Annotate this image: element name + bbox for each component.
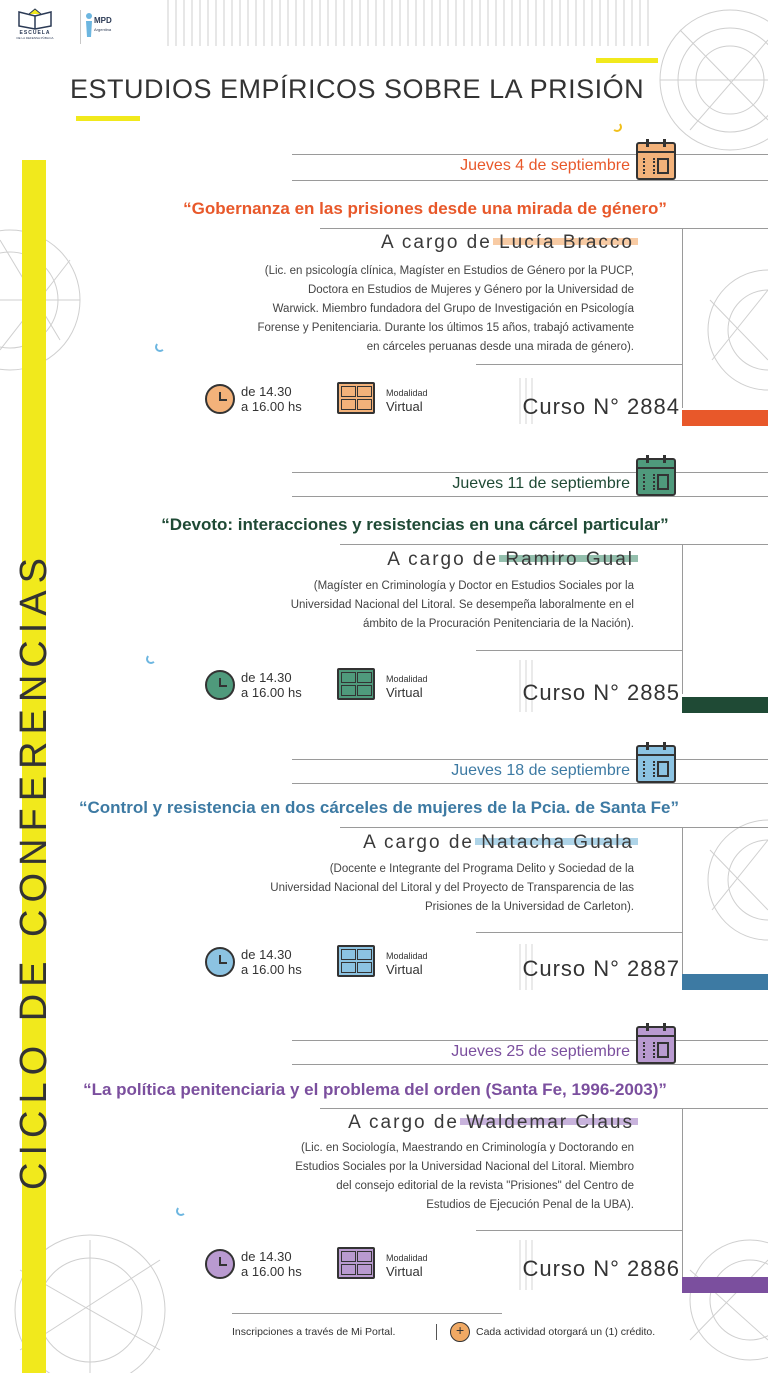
session-2-bio (120, 577, 634, 634)
session-4-title: “La política penitenciaria y el problema del orden (Santa Fe, 1996-2003)” (83, 1080, 667, 1099)
credit-note: Cada actividad otorgará un (1) crédito. (476, 1326, 656, 1338)
session-3-speaker (200, 832, 634, 854)
session-2-title: “Devoto: interacciones y resistencias en una cárcel particular” (161, 515, 669, 534)
decor-hook (612, 122, 622, 132)
session-2-course-line (476, 650, 682, 651)
session-4-clock-icon (205, 1249, 235, 1279)
session-4-time (241, 1249, 302, 1279)
bio-line: del consejo editorial de la revista "Prisiones" del Centro de (336, 1180, 634, 1192)
bio-line: Warwick. Miembro fundadora del Grupo de Investigación en Psicología (272, 303, 634, 315)
session-3-title: “Control y resistencia en dos cárceles de mujeres de la Pcia. de Santa Fe” (79, 798, 679, 817)
bio-line: Forense y Penitenciaria. Durante los últimos 15 años, trabajó activamente (257, 322, 634, 334)
session-4-course-number: Curso N° 2886 (522, 1256, 680, 1281)
session-1-time (241, 384, 302, 414)
mpd-logo-word: MPD (94, 16, 112, 25)
session-4-color-bar (682, 1277, 768, 1293)
session-1-date: Jueves 4 de septiembre (460, 157, 630, 174)
title-accent-bottom (76, 116, 140, 121)
session-3-virtual-meeting-icon (337, 945, 375, 977)
bio-line: (Lic. en psicología clínica, Magíster en Estudios de Género por la PUCP, (264, 265, 634, 277)
time-start: de 14.30 (241, 947, 292, 962)
vertical-label: CICLO DE CONFERENCIAS (13, 551, 55, 1190)
session-3-date: Jueves 18 de septiembre (451, 762, 630, 779)
session-1-date-line-bottom (292, 180, 768, 181)
bio-line: Doctora en Estudios de Mujeres y Género por la Universidad de (307, 284, 634, 296)
session-4-speaker (200, 1112, 634, 1134)
session-2-virtual-meeting-icon (337, 668, 375, 700)
bio-line: (Lic. en Sociología, Maestrando en Criminología y Doctorando en (300, 1142, 634, 1154)
session-3-clock-icon (205, 947, 235, 977)
session-1-speaker-name: Lucía Bracco (499, 232, 634, 253)
session-2-modality: Virtual (386, 685, 423, 700)
session-4-modality-label: Modalidad (386, 1253, 428, 1263)
decor-hook (176, 1206, 186, 1216)
session-4-speaker-line (320, 1108, 768, 1109)
session-4-speaker-prefix: A cargo de (348, 1112, 459, 1133)
time-end: a 16.00 hs (241, 1264, 302, 1279)
bio-line: en cárceles peruanas desde una mirada de género). (366, 341, 634, 353)
bio-line: Universidad Nacional del Litoral y del Proyecto de Transparencia de las (270, 882, 634, 894)
session-1-bio (120, 262, 634, 357)
session-3-modality-label: Modalidad (386, 951, 428, 961)
session-4-virtual-meeting-icon (337, 1247, 375, 1279)
session-2-right-rule (682, 544, 683, 694)
session-3-right-rule (682, 827, 683, 977)
session-1-modality: Virtual (386, 399, 423, 414)
session-3-speaker-line (340, 827, 768, 828)
session-2-speaker-prefix: A cargo de (387, 549, 499, 570)
mpd-figure-icon (84, 12, 94, 38)
session-1-date-line (292, 154, 768, 155)
bio-line: (Magíster en Criminología y Doctor en Estudios Sociales por la (313, 580, 634, 592)
time-end: a 16.00 hs (241, 399, 302, 414)
time-start: de 14.30 (241, 670, 292, 685)
session-4-calendar-icon (636, 1026, 676, 1064)
session-2-course-number: Curso N° 2885 (522, 680, 680, 705)
session-3-speaker-prefix: A cargo de (363, 832, 474, 853)
session-4-date: Jueves 25 de septiembre (451, 1043, 630, 1060)
logo-separator (80, 10, 81, 44)
session-3-course-line (476, 932, 682, 933)
session-3-speaker-name: Natacha Guala (481, 832, 634, 853)
bio-line: Prisiones de la Universidad de Carleton). (424, 901, 634, 913)
session-1-speaker (200, 232, 634, 254)
session-4-date-line (292, 1040, 768, 1041)
session-1-course-number: Curso N° 2884 (522, 394, 680, 419)
session-2-date: Jueves 11 de septiembre (452, 475, 630, 492)
session-4-date-line-bottom (292, 1064, 768, 1065)
school-logo (4, 8, 66, 48)
session-1-speaker-prefix: A cargo de (380, 232, 492, 253)
session-1-modality-label: Modalidad (386, 388, 428, 398)
session-3-color-bar (682, 974, 768, 990)
session-2-speaker (200, 549, 634, 571)
title-accent-top (596, 58, 658, 63)
footer-rule (232, 1313, 502, 1314)
session-2-speaker-name: Ramiro Gual (505, 549, 634, 570)
session-3-modality: Virtual (386, 962, 423, 977)
bio-line: (Docente e Integrante del Programa Delito y Sociedad de la (329, 863, 634, 875)
session-1-speaker-line (320, 228, 768, 229)
session-2-speaker-line (340, 544, 768, 545)
book-icon (15, 8, 55, 30)
bio-line: Estudios Sociales por la Universidad Nacional del Litoral. Miembro (295, 1161, 634, 1173)
registration-note: Inscripciones a través de Mi Portal. (232, 1326, 396, 1338)
session-2-date-line-bottom (292, 496, 768, 497)
time-end: a 16.00 hs (241, 685, 302, 700)
session-4-speaker-name: Waldemar Claus (466, 1112, 634, 1133)
bio-line: Estudios de Ejecución Penal de la UBA). (426, 1199, 634, 1211)
session-1-color-bar (682, 410, 768, 426)
session-4-bio (120, 1139, 634, 1215)
school-logo-sub: DE LA DEFENSA PÚBLICA (16, 36, 54, 40)
session-3-date-line-bottom (292, 783, 768, 784)
time-end: a 16.00 hs (241, 962, 302, 977)
decor-hook (146, 654, 156, 664)
session-3-date-line (292, 759, 768, 760)
session-2-modality-label: Modalidad (386, 674, 428, 684)
session-3-time (241, 947, 302, 977)
session-1-virtual-meeting-icon (337, 382, 375, 414)
time-start: de 14.30 (241, 384, 292, 399)
bio-line: Universidad Nacional del Litoral. Se desempeña laboralmente en el (290, 599, 634, 611)
session-2-calendar-icon (636, 458, 676, 496)
session-1-right-rule (682, 228, 683, 408)
credit-coin-icon (450, 1322, 470, 1342)
session-2-date-line (292, 472, 768, 473)
session-3-course-number: Curso N° 2887 (522, 956, 680, 981)
session-2-color-bar (682, 697, 768, 713)
mpd-logo-sub: Argentina (94, 27, 112, 32)
session-1-course-line (476, 364, 682, 365)
session-4-modality: Virtual (386, 1264, 423, 1279)
school-logo-word: ESCUELA (19, 30, 51, 36)
session-2-clock-icon (205, 670, 235, 700)
footer-separator (436, 1324, 437, 1340)
time-start: de 14.30 (241, 1249, 292, 1264)
session-1-calendar-icon (636, 142, 676, 180)
session-2-time (241, 670, 302, 700)
session-3-calendar-icon (636, 745, 676, 783)
bio-line: ámbito de la Procuración Penitenciaria de la Nación). (362, 618, 634, 630)
session-4-course-line (476, 1230, 682, 1231)
mpd-logo (84, 12, 144, 42)
session-4-right-rule (682, 1108, 683, 1278)
page-title: ESTUDIOS EMPÍRICOS SOBRE LA PRISIÓN (70, 74, 645, 104)
session-1-clock-icon (205, 384, 235, 414)
session-3-bio (120, 860, 634, 917)
session-1-title: “Gobernanza en las prisiones desde una mirada de género” (183, 199, 667, 218)
decor-hook (155, 342, 165, 352)
